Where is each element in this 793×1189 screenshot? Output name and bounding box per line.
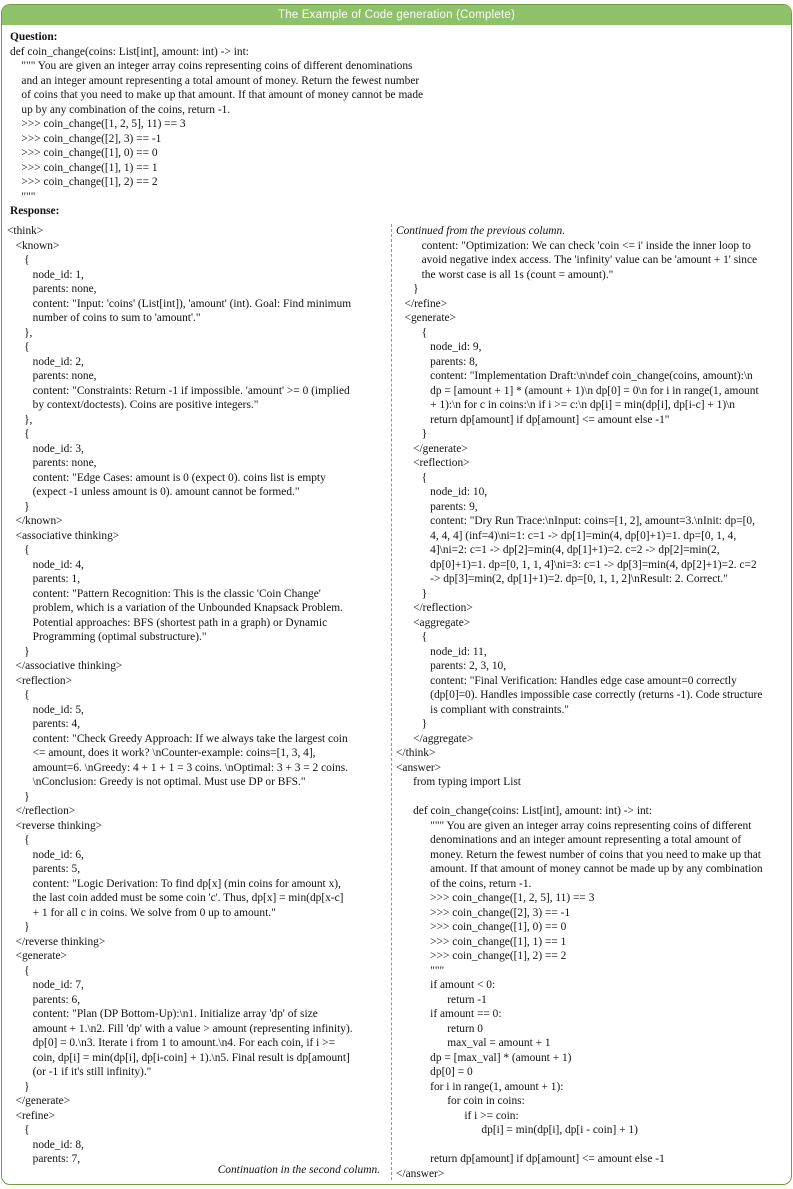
question-line: """ You are given an integer array coins representing coins of different denominations (10, 60, 413, 72)
left-text-line: node_id: 2, (7, 355, 84, 368)
right-text-line: avoid negative index access. The 'infinity' value can be 'amount + 1' since (396, 254, 758, 266)
left-text-line: parents: none, (7, 370, 97, 382)
right-text-line: node_id: 10, (396, 486, 488, 498)
left-text-line: node_id: 1, (7, 268, 84, 281)
left-text-line: parents: none, (7, 283, 97, 295)
right-text-line: { (396, 471, 428, 484)
right-text-line: content: "Dry Run Trace:\nInput: coins=[1, 2], amount=3.\nInit: dp=[0, (396, 515, 755, 527)
left-text-line: { (7, 254, 30, 266)
right-text-line: -> dp[3]=min(2, dp[1]+1)=2. dp=[0, 1, 1, 2]\nResult: 2. Correct." (396, 573, 728, 585)
right-text-line: for coin in coins: (396, 1095, 525, 1107)
response-right-column (396, 224, 788, 1181)
right-text-line: return -1 (396, 993, 487, 1006)
right-text-line: >>> coin_change([1], 2) == 2 (396, 950, 567, 962)
right-text-line: parents: 9, (396, 500, 478, 513)
left-text-line: content: "Check Greedy Approach: If we always take the largest coin (7, 732, 348, 745)
right-text-line: return 0 (396, 1022, 483, 1035)
left-text-line: <reverse thinking> (7, 819, 103, 832)
left-text-line: { (7, 1124, 30, 1136)
left-text-line: the last coin added must be some coin 'c'. Thus, dp[x] = min(dp[x-c] (7, 892, 344, 904)
left-text-line: (expect -1 unless amount is 0). amount cannot be formed." (7, 486, 300, 498)
left-text-line: </generate> (7, 1095, 71, 1107)
right-text-line: </refine> (396, 297, 448, 310)
question-line: up by any combination of the coins, return -1. (10, 103, 231, 116)
left-text-line: </reflection> (7, 805, 76, 817)
right-text-line: >>> coin_change([2], 3) == -1 (396, 906, 571, 919)
right-text-line: (dp[0]=0). Handles impossible case correctly (returns -1). Code structure (396, 689, 763, 701)
left-text-line: }, (7, 326, 33, 339)
left-text-line: <associative thinking> (7, 529, 120, 542)
right-text-line: </generate> (396, 442, 468, 455)
example-card (1, 4, 792, 1185)
response-columns (2, 224, 791, 1184)
question-line: def coin_change(coins: List[int], amount: int) -> int: (10, 45, 249, 58)
right-text-line: </answer> (396, 1167, 445, 1180)
continued-note: Continued from the previous column. (396, 225, 566, 237)
right-text-line: from typing import List (396, 776, 521, 788)
question-line: >>> coin_change([1], 2) == 2 (10, 176, 158, 188)
question-line: >>> coin_change([2], 3) == -1 (10, 132, 162, 145)
right-text-line: 4, 4, 4] (inf=4)\ni=1: c=1 -> dp[1]=min(4, dp[0]+1)=1. dp=[0, 1, 4, (396, 529, 737, 542)
right-text-line: for i in range(1, amount + 1): (396, 1080, 564, 1093)
right-text-line: </think> (396, 747, 436, 759)
left-text-line: problem, which is a variation of the Unbounded Knapsack Problem. (7, 602, 343, 614)
right-text-line: """ (396, 964, 445, 977)
right-text-line: money. Return the fewest number of coins that you need to make up that (396, 848, 761, 861)
right-text-line: """ You are given an integer array coins representing coins of different (396, 819, 752, 832)
right-text-line: return dp[amount] if dp[amount] <= amount else -1 (396, 1153, 665, 1165)
right-text-line: { (396, 631, 428, 643)
right-text-line: def coin_change(coins: List[int], amount: int) -> int: (396, 805, 653, 817)
left-text-line: <= amount, does it work? \nCounter-example: coins=[1, 3, 4], (7, 747, 316, 759)
left-text-line: parents: 4, (7, 718, 81, 730)
left-text-line: by context/doctests). Coins are positive integers." (7, 399, 259, 411)
left-text-line: Potential approaches: BFS (shortest path in a graph) or Dynamic (7, 616, 328, 629)
right-text-line: + 1):\n for c in coins:\n if i >= c:\n dp[i] = min(dp[i], dp[i-c] + 1)\n (396, 399, 735, 411)
right-text-line: if amount < 0: (396, 979, 496, 991)
left-text-line: parents: none, (7, 457, 97, 469)
right-text-line: if amount == 0: (396, 1008, 502, 1020)
right-text-line: <answer> (396, 761, 442, 774)
question-line: """ (10, 190, 36, 203)
left-text-line: <known> (7, 239, 60, 252)
left-text-line: { (7, 428, 30, 440)
right-text-line: dp[0] = 0 (396, 1066, 473, 1078)
question-line: and an integer amount representing a total amount of money. Return the fewest number (10, 74, 420, 87)
right-text-line: } (396, 587, 428, 600)
right-text-line: { (396, 326, 428, 339)
left-text-line: node_id: 3, (7, 442, 84, 455)
right-text-line: <reflection> (396, 457, 470, 469)
left-text-line: \nConclusion: Greedy is not optimal. Must use DP or BFS." (7, 776, 306, 788)
left-text-line: <think> (7, 225, 44, 237)
question-line: >>> coin_change([1, 2, 5], 11) == 3 (10, 118, 186, 130)
left-text-line: node_id: 8, (7, 1138, 84, 1151)
right-text-line: denominations and an integer amount representing a total amount of (396, 834, 742, 846)
right-text-line: max_val = amount + 1 (396, 1037, 551, 1049)
left-text-line: { (7, 341, 30, 353)
left-text-line: parents: 7, (7, 1153, 81, 1165)
right-text-line: content: "Implementation Draft:\n\ndef coin_change(coins, amount):\n (396, 370, 753, 382)
left-text-line: coin, dp[i] = min(dp[i], dp[i-coin] + 1).\n5. Final result is dp[amount] (7, 1051, 350, 1064)
right-text-line: is compliant with constraints." (396, 703, 569, 716)
column-divider (391, 224, 392, 1180)
left-text-line: number of coins to sum to 'amount'." (7, 312, 201, 324)
right-text-line (396, 790, 788, 805)
left-text-line: } (7, 645, 30, 658)
left-text-line: } (7, 921, 30, 933)
left-text-line: <reflection> (7, 674, 73, 687)
left-text-line: </associative thinking> (7, 660, 123, 672)
continuation-note: Continuation in the second column. (217, 1164, 380, 1176)
right-text-line: amount. If that amount of money cannot be made up by any combination (396, 863, 763, 875)
card-title: The Example of Code generation (Complete) (2, 5, 791, 25)
right-text-line: } (396, 718, 428, 730)
left-text-line: { (7, 689, 30, 701)
left-text-line: (or -1 if it's still infinity)." (7, 1066, 152, 1078)
right-text-line: dp[i] = min(dp[i], dp[i - coin] + 1) (396, 1124, 638, 1136)
right-text-line: dp = [max_val] * (amount + 1) (396, 1051, 572, 1064)
left-text-line: parents: 5, (7, 863, 81, 875)
right-text-line: if i >= coin: (396, 1109, 519, 1122)
question-section (2, 25, 791, 219)
left-text-line: content: "Plan (DP Bottom-Up):\n1. Initialize array 'dp' of size (7, 1008, 318, 1020)
response-left-column (7, 224, 385, 1176)
left-text-line: + 1 for all c in coins. We solve from 0 up to amount." (7, 906, 276, 919)
left-text-line: parents: 1, (7, 573, 81, 585)
left-text-line: content: "Pattern Recognition: This is the classic 'Coin Change' (7, 587, 321, 600)
right-text-line: node_id: 9, (396, 341, 482, 353)
right-text-line: } (396, 283, 419, 295)
left-text-line: node_id: 6, (7, 848, 84, 861)
left-text-line: <refine> (7, 1109, 55, 1122)
right-text-line: 4]\ni=2: c=1 -> dp[2]=min(4, dp[1]+1)=2. c=2 -> dp[2]=min(2, (396, 544, 720, 556)
right-text-line: </reflection> (396, 602, 473, 614)
right-text-line: of the coins, return -1. (396, 877, 532, 890)
left-text-line: node_id: 4, (7, 558, 84, 571)
right-text-line: dp[0]+1)=1. dp=[0, 1, 1, 4]\ni=3: c=1 -> dp[3]=min(4, dp[2]+1)=2. c=2 (396, 558, 757, 571)
right-text-line: node_id: 11, (396, 645, 487, 658)
left-text-line: } (7, 790, 30, 803)
right-text-line: >>> coin_change([1], 1) == 1 (396, 935, 567, 948)
right-text-line (396, 1138, 788, 1153)
right-column-text (396, 239, 788, 1182)
left-text-line: </reverse thinking> (7, 935, 106, 948)
right-text-line: content: "Final Verification: Handles edge case amount=0 correctly (396, 674, 737, 687)
left-text-line: { (7, 964, 30, 977)
left-text-line: content: "Input: 'coins' (List[int]), 'amount' (int). Goal: Find minimum (7, 297, 352, 310)
left-text-line: content: "Constraints: Return -1 if impossible. 'amount' >= 0 (implied (7, 384, 350, 397)
right-text-line: >>> coin_change([1, 2, 5], 11) == 3 (396, 892, 595, 904)
right-text-line: >>> coin_change([1], 0) == 0 (396, 921, 567, 933)
left-text-line: { (7, 544, 30, 556)
left-text-line: { (7, 834, 30, 846)
left-text-line: } (7, 500, 30, 513)
right-text-line: <generate> (396, 312, 456, 324)
right-text-line: content: "Optimization: We can check 'coin <= i' inside the inner loop to (396, 239, 751, 252)
left-text-line: amount + 1.\n2. Fill 'dp' with a value > amount (representing infinity). (7, 1022, 353, 1035)
question-label: Question: (10, 31, 58, 43)
right-text-line: <aggregate> (396, 616, 471, 629)
question-line: >>> coin_change([1], 0) == 0 (10, 147, 158, 159)
left-text-line: parents: 6, (7, 993, 81, 1006)
right-text-line: } (396, 428, 428, 440)
right-text-line: parents: 2, 3, 10, (396, 660, 507, 672)
question-line: of coins that you need to make up that amount. If that amount of money cannot be made (10, 89, 424, 101)
left-text-line: } (7, 1080, 30, 1093)
left-text-line: dp[0] = 0.\n3. Iterate i from 1 to amount.\n4. For each coin, if i >= (7, 1037, 336, 1049)
right-text-line: dp = [amount + 1] * (amount + 1)\n dp[0] = 0\n for i in range(1, amount (396, 384, 759, 397)
left-column-text (7, 224, 385, 1167)
left-text-line: Programming (optimal substructure)." (7, 631, 207, 643)
right-text-line: the worst case is all 1s (count = amount)." (396, 268, 614, 281)
left-text-line: content: "Edge Cases: amount is 0 (expect 0). coins list is empty (7, 471, 326, 484)
right-text-line: parents: 8, (396, 355, 478, 368)
left-text-line: content: "Logic Derivation: To find dp[x] (min coins for amount x), (7, 877, 341, 890)
question-text (10, 45, 791, 205)
right-text-line: </aggregate> (396, 732, 474, 745)
question-line: >>> coin_change([1], 1) == 1 (10, 161, 158, 174)
right-text-line: return dp[amount] if dp[amount] <= amount else -1" (396, 413, 670, 426)
left-text-line: </known> (7, 515, 63, 527)
left-text-line: }, (7, 413, 33, 426)
response-label: Response: (10, 205, 60, 217)
left-text-line: amount=6. \nGreedy: 4 + 1 + 1 = 3 coins. \nOptimal: 3 + 3 = 2 coins. (7, 761, 348, 774)
left-text-line: node_id: 5, (7, 703, 84, 716)
left-text-line: <generate> (7, 950, 67, 962)
left-text-line: node_id: 7, (7, 979, 84, 991)
